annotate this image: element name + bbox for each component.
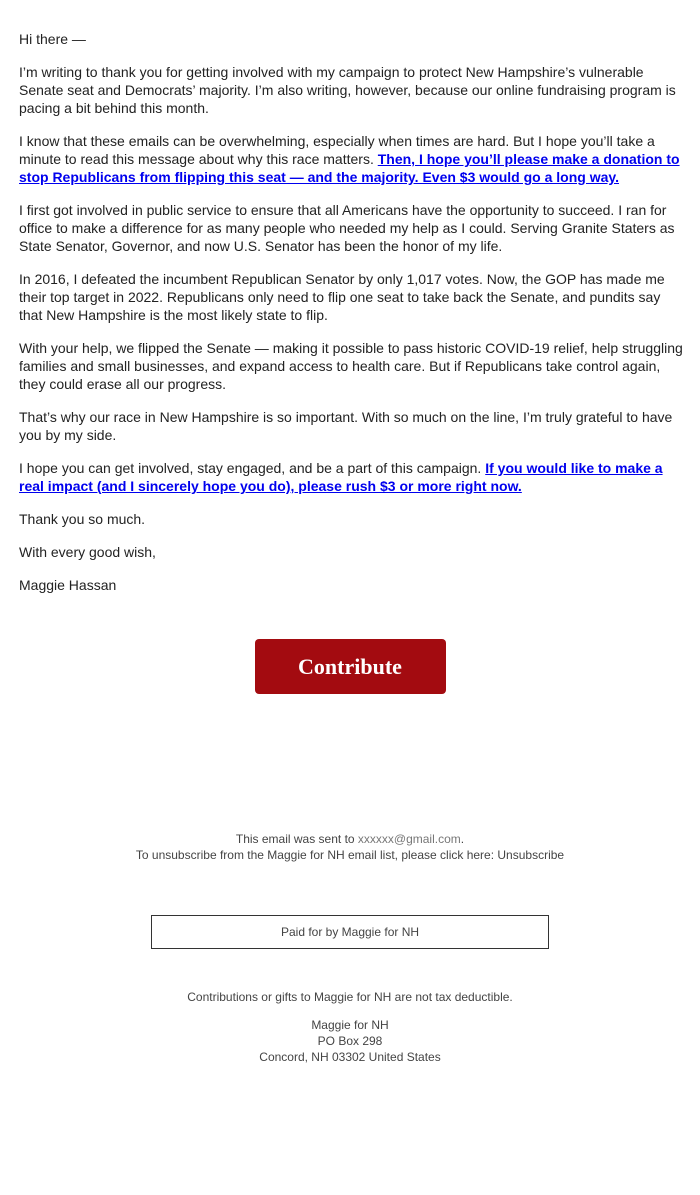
unsubscribe-line xyxy=(0,847,700,863)
sent-to-prefix: This email was sent to xyxy=(235,832,358,846)
address-street: PO Box 298 xyxy=(317,1034,383,1048)
paid-for-disclaimer: Paid for by Maggie for NH xyxy=(151,915,549,949)
paragraph-5: With your help, we flipped the Senate — making it possible to pass historic COVID-19 relief, help struggling families and small businesses, and expand access to health care. But if Republicans take control again, they could erase all our progress. xyxy=(19,340,683,392)
greeting: Hi there — xyxy=(19,31,86,47)
footer-sent-notice xyxy=(0,831,700,863)
paragraph-7 xyxy=(19,459,683,495)
address-name: Maggie for NH xyxy=(311,1018,389,1032)
paragraph-4: In 2016, I defeated the incumbent Republican Senator by only 1,017 votes. Now, the GOP has made me their top target in 2022. Republicans only need to flip one seat to take back the Senate, and pundits say that New Hampshire is the most likely state to flip. xyxy=(19,271,665,323)
donation-link-1[interactable]: Then, I hope you’ll please make a donation to stop Republicans from flipping this seat — and the majority. Even $3 would go a long way. xyxy=(19,151,680,185)
paragraph-2-text: I know that these emails can be overwhelming, especially when times are hard. But I hope you’ll take a minute to read this message about why this race matters. xyxy=(19,133,655,167)
sent-to-suffix: . xyxy=(460,832,465,846)
sent-to-line xyxy=(0,831,700,847)
thanks-line: Thank you so much. xyxy=(19,511,146,527)
recipient-email: xxxxxx@gmail.com xyxy=(357,832,461,846)
unsubscribe-text: To unsubscribe from the Maggie for NH email list, please click here: xyxy=(135,848,498,862)
address-city: Concord, NH 03302 United States xyxy=(259,1050,441,1064)
signature: Maggie Hassan xyxy=(19,577,117,593)
letter-body xyxy=(19,30,683,609)
paragraph-6: That’s why our race in New Hampshire is so important. With so much on the line, I’m truly grateful to have you by my side. xyxy=(19,409,673,443)
contribute-button[interactable]: Contribute xyxy=(255,639,446,694)
mailing-address xyxy=(0,1017,700,1065)
paragraph-3: I first got involved in public service to ensure that all Americans have the opportunity to succeed. I ran for office to make a difference for as many people who needed my help as I could. Serving Granite Staters as State Senator, Governor, and now U.S. Senator has been the honor of my life. xyxy=(19,202,675,254)
tax-note: Contributions or gifts to Maggie for NH are not tax deductible. xyxy=(187,990,513,1004)
donation-link-2[interactable]: If you would like to make a real impact (and I sincerely hope you do), please rush $3 or more right now. xyxy=(19,460,663,494)
paragraph-1: I’m writing to thank you for getting involved with my campaign to protect New Hampshire’s vulnerable Senate seat and Democrats’ majority. I’m also writing, however, because our online fundraising program is pacing a bit behind this month. xyxy=(19,64,676,116)
closing-line: With every good wish, xyxy=(19,544,156,560)
unsubscribe-link[interactable]: Unsubscribe xyxy=(497,848,565,862)
paragraph-7-text: I hope you can get involved, stay engaged, and be a part of this campaign. xyxy=(19,460,486,476)
paragraph-2 xyxy=(19,132,683,186)
contribute-container xyxy=(0,639,700,694)
